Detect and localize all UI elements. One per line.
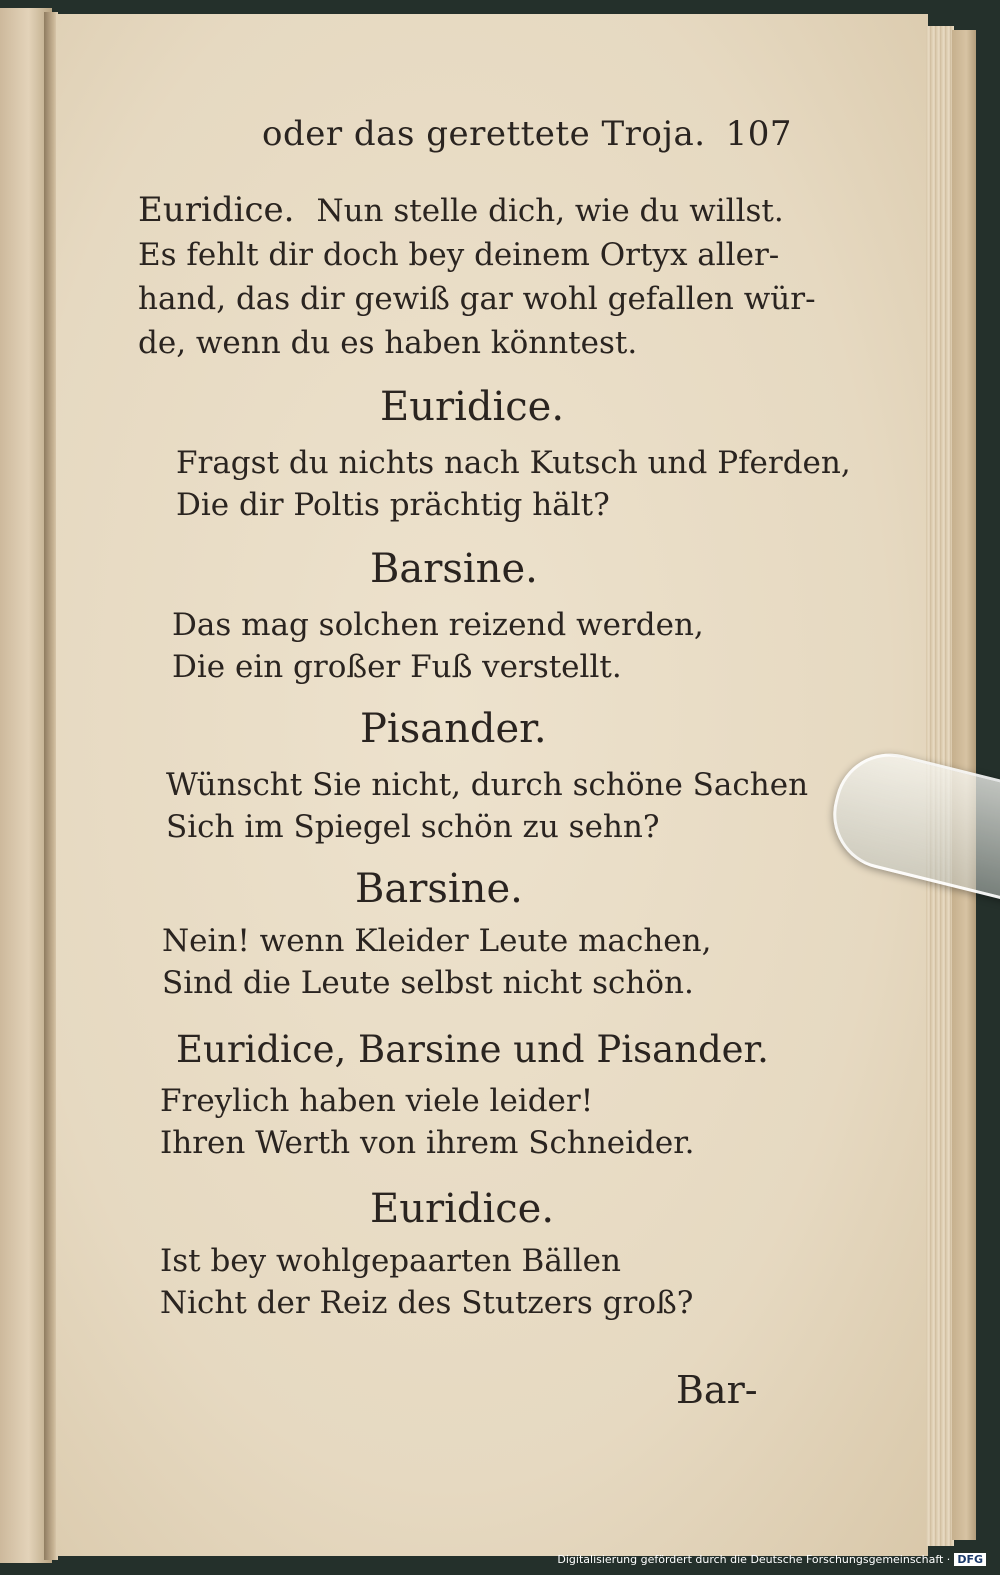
verse-line: Freylich haben viele leider!	[160, 1083, 594, 1119]
prose-line	[138, 188, 790, 233]
verse-line: Sind die Leute selbst nicht schön.	[162, 965, 694, 1001]
speaker-name: Euridice.	[138, 190, 295, 230]
dfg-logo: DFG	[954, 1553, 986, 1566]
prose-line: de, wenn du es haben könntest.	[138, 325, 638, 361]
verse-block	[166, 764, 808, 848]
running-header	[262, 110, 792, 160]
credit-text: Digitalisierung gefördert durch die Deutsche Forschungsgemeinschaft ·	[557, 1553, 951, 1566]
verse-line: Die ein großer Fuß verstellt.	[172, 649, 622, 685]
verse-line: Nein! wenn Kleider Leute machen,	[162, 923, 712, 959]
verse-line: Ihren Werth von ihrem Schneider.	[160, 1125, 695, 1161]
speaker-heading: Barsine.	[355, 866, 523, 912]
catchword: Bar-	[676, 1368, 758, 1412]
speaker-heading: Euridice.	[370, 1186, 555, 1232]
speaker-heading: Barsine.	[370, 546, 538, 592]
prose-line: Es fehlt dir doch bey deinem Ortyx aller-	[138, 237, 780, 273]
verse-line: Sich im Spiegel schön zu sehn?	[166, 809, 660, 845]
verse-block	[162, 920, 711, 1004]
verse-line: Wünscht Sie nicht, durch schöne Sachen	[166, 767, 809, 803]
verse-line: Fragst du nichts nach Kutsch und Pferden,	[176, 445, 851, 481]
speaker-heading: Euridice, Barsine und Pisander.	[176, 1028, 769, 1071]
digitization-credit	[557, 1553, 986, 1566]
verse-block	[176, 442, 851, 526]
verse-block	[160, 1080, 695, 1164]
verse-line: Ist bey wohlgepaarten Bällen	[160, 1243, 621, 1279]
verse-block	[160, 1240, 693, 1324]
verse-line: Nicht der Reiz des Stutzers groß?	[160, 1285, 694, 1321]
running-title: oder das gerettete Troja.	[262, 114, 706, 154]
verse-line: Das mag solchen reizend werden,	[172, 607, 704, 643]
speaker-heading: Euridice.	[380, 384, 565, 430]
verse-block	[172, 604, 704, 688]
verse-line: Die dir Poltis prächtig hält?	[176, 487, 610, 523]
speaker-heading: Pisander.	[360, 706, 547, 752]
page-number: 107	[725, 114, 792, 154]
prose-line: hand, das dir gewiß gar wohl gefallen wür-	[138, 281, 816, 317]
prose-text: Nun stelle dich, wie du willst.	[316, 193, 784, 229]
prose-paragraph	[138, 188, 816, 365]
